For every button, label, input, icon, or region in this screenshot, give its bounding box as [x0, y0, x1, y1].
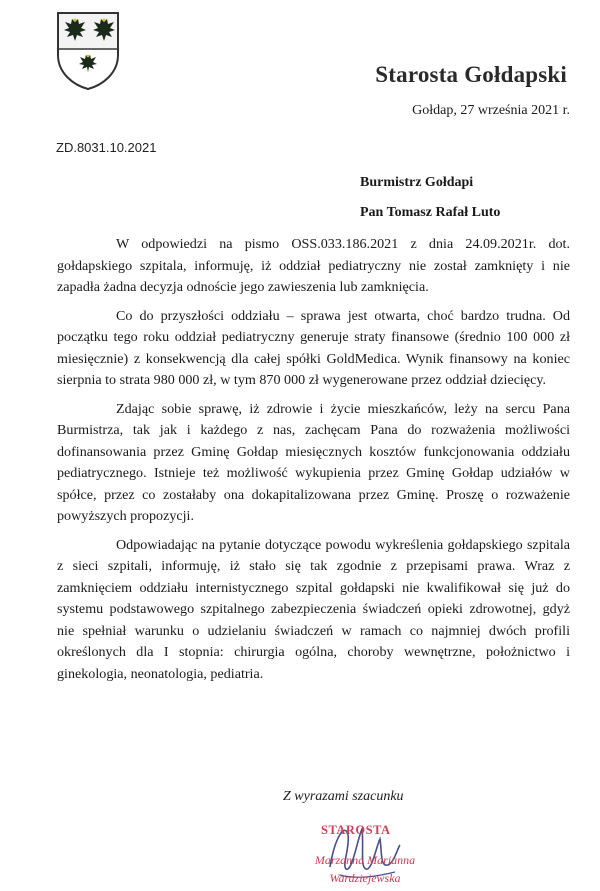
stamp-name — [300, 851, 430, 887]
recipient-title: Burmistrz Gołdapi — [360, 175, 474, 190]
recipient-name: Pan Tomasz Rafał Luto — [360, 205, 501, 220]
stamp-title: STAROSTA — [321, 823, 391, 837]
closing-phrase: Z wyrazami szacunku — [283, 789, 404, 804]
stamp-name-line-1: Marzanna Marianna — [314, 853, 416, 867]
letter-body — [57, 234, 570, 692]
place-date: Gołdap, 27 września 2021 r. — [412, 103, 570, 118]
paragraph-4: Odpowiadając na pytanie dotyczące powodu wykreślenia gołdapskiego szpitala z sieci szpitali, informuję, iż stało się tak zgodnie z przepisami prawa. Wraz z zamknięciem oddziału internistycznego szpital gołdapski nie kwalifikował się już do systemu podstawowego szpitalnego zabezpieczenia świadczeń opieki zdrowotnej, gdyż nie spełniał warunku o udzielaniu świadczeń w ramach co najmniej dwóch profili określonych dla I stopnia: chirurgia ogólna, choroby wewnętrzne, położnictwo i ginekologia, neonatologia, pediatria. — [57, 536, 570, 682]
paragraph-1: W odpowiedzi na pismo OSS.033.186.2021 z dnia 24.09.2021r. dot. gołdapskiego szpitala, informuję, iż oddział pediatryczny nie został zamknięty i nie zapadła żadna decyzja odnoście jego zawieszenia lub zamknięcia. — [57, 236, 570, 295]
stamp-name-line-2: Wardziejewska — [329, 871, 401, 885]
coat-of-arms-icon — [55, 11, 121, 91]
office-title: Starosta Gołdapski — [375, 62, 567, 87]
paragraph-2: Co do przyszłości oddziału – sprawa jest otwarta, choć bardzo trudna. Od początku tego roku oddział pediatryczny generuje straty finansowe (średnio 100 000 zł miesięcznie) z konsekwencją dla całej spółki GoldMedica. Wynik finansowy na koniec sierpnia to strata 980 000 zł, w tym 870 000 zł wygenerowane przez oddział dziecięcy. — [57, 307, 570, 388]
paragraph-3: Zdając sobie sprawę, iż zdrowie i życie mieszkańców, leży na sercu Pana Burmistrza, tak jak i każdego z nas, zachęcam Pana do rozważenia możliwości dofinansowania przez Gminę Gołdap miesięcznych kosztów funkcjonowania oddziału pediatrycznego. Istnieje też możliwość wykupienia przez Gminę Gołdap udziałów w spółce, przez co zostałaby ona dokapitalizowana przez Gminę. Proszę o rozważenie powyższych propozycji. — [57, 400, 570, 524]
reference-number: ZD.8031.10.2021 — [56, 140, 157, 155]
